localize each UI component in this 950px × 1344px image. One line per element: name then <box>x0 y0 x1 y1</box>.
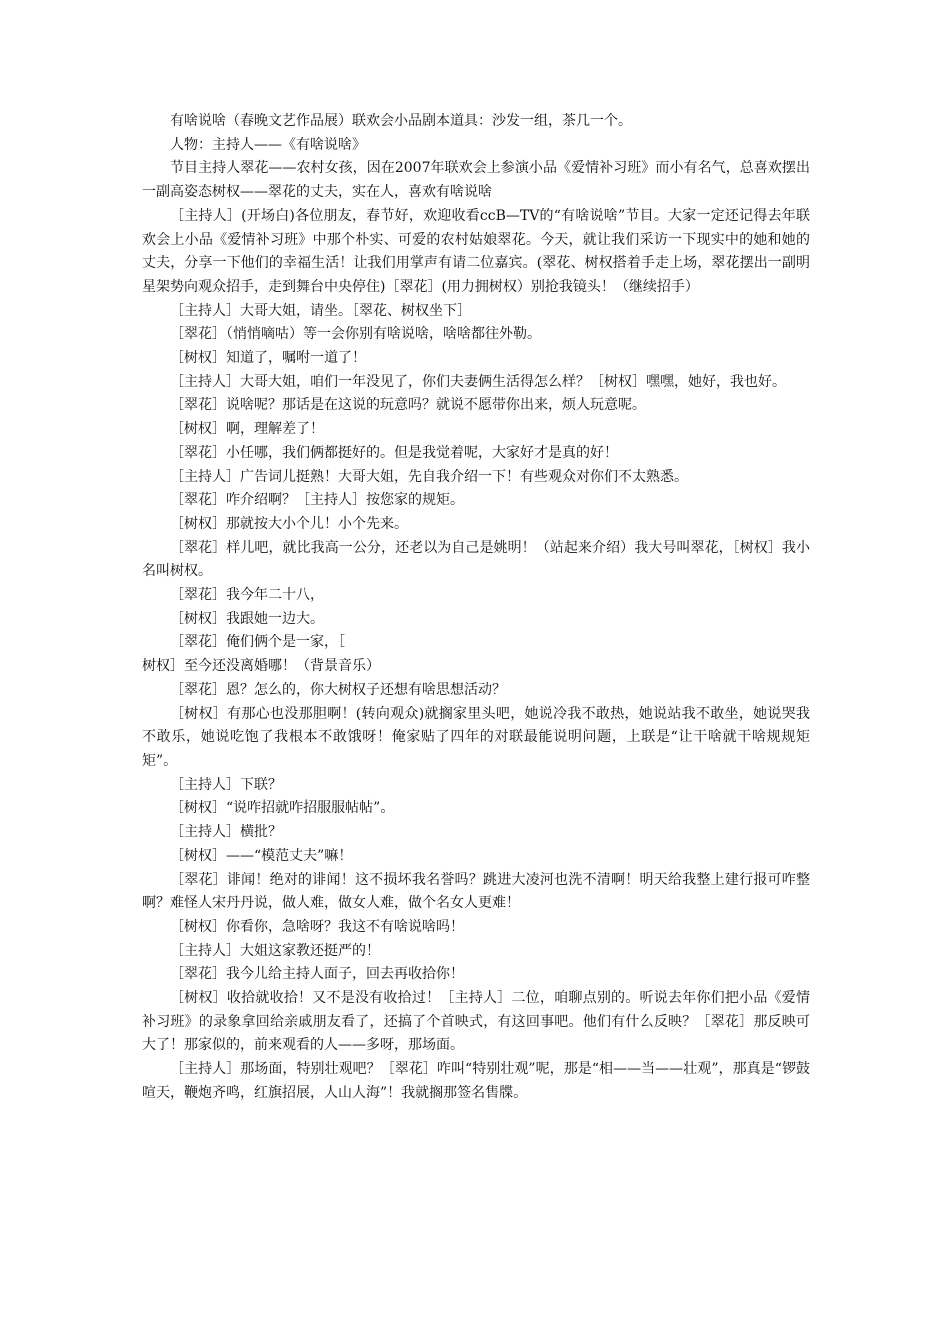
script-paragraph: ［翠花］诽闻！绝对的诽闻！这不损坏我名誉吗？跳进大凌河也洗不清啊！明天给我整上建行报可咋整啊？难怪人宋丹丹说，做人难，做女人难，做个名女人更难！ <box>142 871 810 912</box>
script-paragraph: ［翠花］（悄悄嘀咕）等一会你别有啥说啥，啥啥都往外勒。 <box>170 326 541 343</box>
script-paragraph: ［树权］啊，理解差了！ <box>170 421 324 438</box>
script-paragraph: ［树权］我跟她一边大。 <box>170 610 324 627</box>
script-paragraph: ［树权］有那心也没那胆啊！(转向观众)就搁家里头吧，她说冷我不敢热，她说站我不敢坐，她说哭我不敢乐，她说吃饱了我根本不敢饿呀！俺家贴了四年的对联最能说明问题，上联是“让干啥就干啥规规矩矩”。 <box>142 705 810 769</box>
script-paragraph: 人物：主持人——《有啥说啥》 <box>170 136 366 153</box>
script-paragraph: ［树权］——“模范丈夫”嘛！ <box>170 847 353 864</box>
script-paragraph: ［树权］你看你，急啥呀？我这不有啥说啥吗！ <box>170 918 464 935</box>
script-paragraph: ［主持人］(开场白)各位朋友，春节好，欢迎收看ccB—TV的“有啥说啥”节目。大家一定还记得去年联欢会上小品《爱情补习班》中那个朴实、可爱的农村姑娘翠花。今天，就让我们采访一下现实中的她和她的丈夫，分享一下他们的幸福生活！让我们用掌声有请二位嘉宾。(翠花、树权搭着手走上场，翠花摆出一副明星架势向观众招手，走到舞台中央停住)［翠花］(用力拥树权）别抢我镜头！（继续招手） <box>142 207 810 295</box>
script-paragraph: 有啥说啥（春晚文艺作品展）联欢会小品剧本道具：沙发一组，茶几一个。 <box>170 113 632 129</box>
script-paragraph: ［翠花］俺们俩个是一家，［ <box>170 634 345 651</box>
script-paragraph: ［翠花］说啥呢？那话是在这说的玩意吗？就说不愿带你出来，烦人玩意呢。 <box>170 397 646 414</box>
script-paragraph: 节目主持人翠花——农村女孩，因在2007年联欢会上参演小品《爱情补习班》而小有名气，总喜欢摆出一副高姿态树权——翠花的丈夫，实在人，喜欢有啥说啥 <box>142 160 810 201</box>
script-paragraph: ［翠花］恩？怎么的，你大树权子还想有啥思想活动？ <box>170 681 506 698</box>
script-paragraph: ［主持人］大姐这家教还挺严的！ <box>170 942 380 959</box>
script-paragraph: ［树权］那就按大小个儿！小个先来。 <box>170 515 408 532</box>
script-body-text <box>142 110 810 1106</box>
script-paragraph: ［主持人］广告词儿挺熟！大哥大姐，先自我介绍一下！有些观众对你们不太熟悉。 <box>170 468 688 485</box>
script-paragraph: ［主持人］大哥大姐，请坐。［翠花、树权坐下］ <box>170 302 471 319</box>
script-paragraph: ［主持人］下联？ <box>170 776 282 793</box>
script-paragraph: ［树权］“说咋招就咋招服服帖帖”。 <box>170 800 395 817</box>
script-paragraph: ［翠花］咋介绍啊？［主持人］按您家的规矩。 <box>170 492 464 509</box>
script-paragraph: 树权］至今还没离婚哪！（背景音乐） <box>142 658 380 675</box>
script-paragraph: ［翠花］我今年二十八， <box>170 587 324 604</box>
script-paragraph: ［翠花］我今儿给主持人面子，回去再收拾你！ <box>170 966 464 983</box>
script-paragraph: ［翠花］小任哪，我们俩都挺好的。但是我觉着呢，大家好才是真的好！ <box>170 444 618 461</box>
script-paragraph: ［主持人］大哥大姐，咱们一年没见了，你们夫妻俩生活得怎么样？［树权］嘿嘿，她好，我也好。 <box>170 373 786 390</box>
script-paragraph: ［主持人］横批？ <box>170 824 282 841</box>
script-paragraph: ［树权］知道了，嘱咐一道了！ <box>170 350 366 367</box>
script-paragraph: ［主持人］那场面，特别壮观吧？［翠花］咋叫“特别壮观”呢，那是“相——当——壮观”，那真是“锣鼓喧天，鞭炮齐鸣，红旗招展，人山人海”！我就搁那签名售牒。 <box>142 1061 810 1101</box>
script-paragraph: ［树权］收拾就收拾！又不是没有收拾过！［主持人］二位，咱聊点别的。听说去年你们把小品《爱情补习班》的录象拿回给亲戚朋友看了，还搞了个首映式，有这回事吧。他们有什么反映？［翠花］那反映可大了！那家似的，前来观看的人——多呀，那场面。 <box>142 990 810 1054</box>
script-paragraph: ［翠花］样儿吧，就比我高一公分，还老以为自己是姚明！（站起来介绍）我大号叫翠花，［树权］我小名叫树权。 <box>142 539 810 580</box>
